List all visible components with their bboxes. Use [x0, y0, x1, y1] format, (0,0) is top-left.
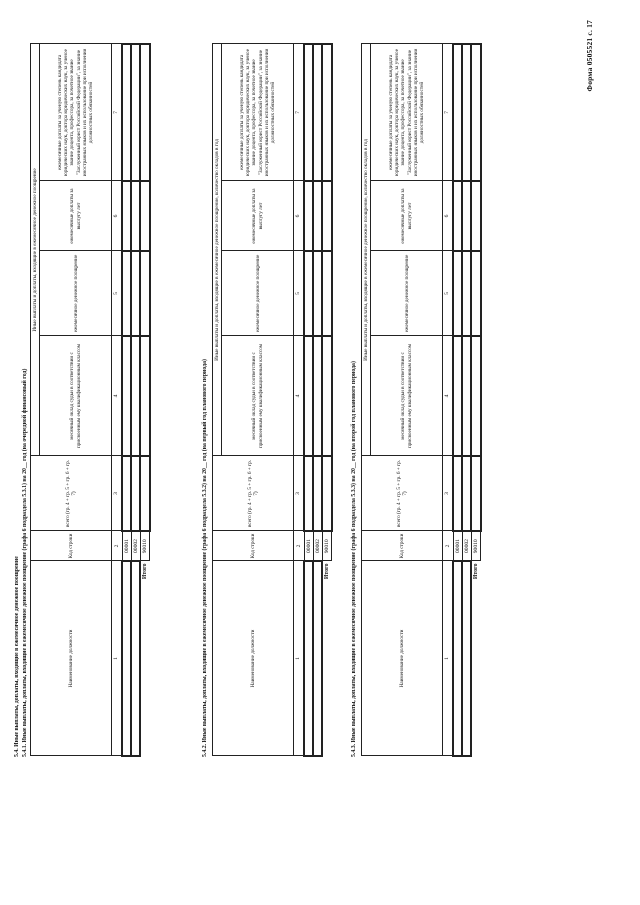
- col-seniority: ежемесячные доплаты за выслугу лет: [222, 181, 294, 251]
- cell-input[interactable]: [140, 456, 149, 531]
- total-row: [471, 44, 480, 756]
- cell-input[interactable]: [122, 456, 131, 531]
- col-total: всего (гр. 4 + гр. 5 + гр. 6 + гр. 7): [213, 456, 294, 531]
- cell-input[interactable]: [140, 181, 149, 251]
- cell-input[interactable]: [304, 336, 313, 456]
- total-code: 90010: [322, 531, 331, 561]
- col-num: 1: [443, 561, 454, 756]
- cell-input[interactable]: [131, 336, 140, 456]
- section-title: 5.4. Иные выплаты, доплаты, входящие в ежемесячное денежное поощрение: [14, 556, 20, 757]
- cell-input[interactable]: [304, 456, 313, 531]
- cell-input[interactable]: [122, 251, 131, 336]
- col-total: всего (гр. 4 + гр. 5 + гр. 6 + гр. 7): [362, 456, 443, 531]
- cell-input[interactable]: [453, 251, 462, 336]
- total-label: Итого: [324, 563, 331, 580]
- cell-input[interactable]: [122, 336, 131, 456]
- cell-input[interactable]: [471, 251, 480, 336]
- cell-input[interactable]: [313, 456, 322, 531]
- col-salary: месячный оклад судьи в соответствии с присвоенным ему квалификационным классом: [40, 336, 112, 456]
- col-num: 5: [443, 251, 454, 336]
- col-num: 4: [294, 336, 305, 456]
- table3-title: 5.4.3. Иные выплаты, доплаты, входящие в ежемесячное денежное поощрение (графа 6 подраздела 5.3.3) на 20__ год (на второй год планового периода): [351, 361, 357, 757]
- cell-input[interactable]: [304, 561, 313, 756]
- col-num: 5: [112, 251, 123, 336]
- table2: [212, 45, 333, 757]
- cell-input[interactable]: [462, 181, 471, 251]
- cell-input[interactable]: [471, 181, 480, 251]
- col-salary: месячный оклад судьи в соответствии с присвоенным ему квалификационным классом: [371, 336, 443, 456]
- cell-input[interactable]: [313, 251, 322, 336]
- row-code: 00002: [313, 531, 322, 561]
- row-code: 00002: [131, 531, 140, 561]
- col-row-code: Код строки: [362, 531, 443, 561]
- col-num: 6: [112, 181, 123, 251]
- col-num: 4: [443, 336, 454, 456]
- cell-input[interactable]: [131, 181, 140, 251]
- cell-input[interactable]: [122, 44, 131, 181]
- cell-input[interactable]: [462, 251, 471, 336]
- total-row: [140, 44, 149, 756]
- col-position-name: Наименование должности: [362, 561, 443, 756]
- table-row: [304, 44, 313, 756]
- cell-input[interactable]: [304, 44, 313, 181]
- cell-input[interactable]: [322, 336, 331, 456]
- table-row: [313, 44, 322, 756]
- form-id: Форма 0505521 с. 17: [585, 20, 594, 92]
- cell-input[interactable]: [453, 181, 462, 251]
- cell-input[interactable]: [453, 336, 462, 456]
- cell-input[interactable]: [122, 181, 131, 251]
- cell-input[interactable]: [471, 456, 480, 531]
- col-group: Иные выплаты и доплаты, входящие в ежемесячное денежное поощрение, количество окладов в год: [213, 44, 222, 456]
- col-salary: месячный оклад судьи в соответствии с присвоенным ему квалификационным классом: [222, 336, 294, 456]
- table2-title: 5.4.2. Иные выплаты, доплаты, входящие в ежемесячное денежное поощрение (графа 6 подраздела 5.3.2) на 20__ год (на первый год планового периода): [202, 359, 208, 757]
- row-code: 00001: [453, 531, 462, 561]
- col-num: 5: [294, 251, 305, 336]
- col-num: 3: [294, 456, 305, 531]
- cell-input[interactable]: [462, 44, 471, 181]
- col-group: Иные выплаты и доплаты, входящие в ежемесячное денежное поощрение, количество окладов в год: [362, 44, 371, 456]
- cell-input[interactable]: [131, 44, 140, 181]
- col-num: 2: [294, 531, 305, 561]
- col-monthly-bonus: ежемесячное денежное поощрение: [371, 251, 443, 336]
- cell-input[interactable]: [140, 44, 149, 181]
- cell-input[interactable]: [462, 456, 471, 531]
- cell-input[interactable]: [140, 336, 149, 456]
- cell-input[interactable]: [453, 456, 462, 531]
- col-monthly-bonus: ежемесячное денежное поощрение: [40, 251, 112, 336]
- cell-input[interactable]: [131, 561, 140, 756]
- col-num: 6: [443, 181, 454, 251]
- col-num: 4: [112, 336, 123, 456]
- row-code: 00001: [122, 531, 131, 561]
- cell-input[interactable]: [304, 251, 313, 336]
- col-num: 1: [112, 561, 123, 756]
- col-num: 7: [443, 44, 454, 181]
- col-num: 3: [443, 456, 454, 531]
- total-label: Итого: [473, 563, 480, 580]
- table-row: [122, 44, 131, 756]
- table-row: [453, 44, 462, 756]
- col-row-code: Код строки: [31, 531, 112, 561]
- cell-input[interactable]: [322, 251, 331, 336]
- cell-input[interactable]: [304, 181, 313, 251]
- col-num: 6: [294, 181, 305, 251]
- total-label: Итого: [142, 563, 149, 580]
- col-degree: ежемесячные доплаты за ученую степень кандидата юридических наук, доктора юридических наук, за ученое звание доцента, профессора, за почетное звание "Заслуженный юрист Российской Федерации", за знание иностранных языков и их использование при исполнении должностных обязанностей: [40, 44, 112, 181]
- col-num: 1: [294, 561, 305, 756]
- col-seniority: ежемесячные доплаты за выслугу лет: [371, 181, 443, 251]
- col-monthly-bonus: ежемесячное денежное поощрение: [222, 251, 294, 336]
- cell-input[interactable]: [322, 44, 331, 181]
- cell-input[interactable]: [140, 251, 149, 336]
- cell-input[interactable]: [131, 251, 140, 336]
- col-num: 7: [294, 44, 305, 181]
- col-total: всего (гр. 4 + гр. 5 + гр. 6 + гр. 7): [31, 456, 112, 531]
- col-num: 7: [112, 44, 123, 181]
- total-code: 90010: [140, 531, 149, 561]
- col-degree: ежемесячные доплаты за ученую степень кандидата юридических наук, доктора юридических наук, за ученое звание доцента, профессора, за почетное звание "Заслуженный юрист Российской Федерации", за знание иностранных языков и их использование при исполнении должностных обязанностей: [222, 44, 294, 181]
- cell-input[interactable]: [313, 181, 322, 251]
- col-group: Иные выплаты и доплаты, входящие в ежемесячное денежное поощрение: [31, 44, 40, 456]
- cell-input[interactable]: [313, 44, 322, 181]
- cell-input[interactable]: [313, 336, 322, 456]
- cell-input[interactable]: [313, 561, 322, 756]
- total-row: [322, 44, 331, 756]
- table1-title: 5.4.1. Иные выплаты, доплаты, входящие в ежемесячное денежное поощрение (графа 6 подраздела 5.3.1) на 20__ год (на очередной финансовый год): [22, 368, 28, 757]
- col-row-code: Код строки: [213, 531, 294, 561]
- table3: [361, 45, 482, 757]
- row-code: 00002: [462, 531, 471, 561]
- cell-input[interactable]: [131, 456, 140, 531]
- table-row: [131, 44, 140, 756]
- col-position-name: Наименование должности: [213, 561, 294, 756]
- cell-input[interactable]: [471, 44, 480, 181]
- total-code: 90010: [471, 531, 480, 561]
- cell-input[interactable]: [122, 561, 131, 756]
- cell-input[interactable]: [471, 336, 480, 456]
- table-row: [462, 44, 471, 756]
- cell-input[interactable]: [462, 336, 471, 456]
- col-degree: ежемесячные доплаты за ученую степень кандидата юридических наук, доктора юридических наук, за ученое звание доцента, профессора, за почетное звание "Заслуженный юрист Российской Федерации", за знание иностранных языков и их использование при исполнении должностных обязанностей: [371, 44, 443, 181]
- table1: [30, 45, 151, 757]
- cell-input[interactable]: [453, 561, 462, 756]
- col-num: 2: [443, 531, 454, 561]
- cell-input[interactable]: [462, 561, 471, 756]
- col-num: 3: [112, 456, 123, 531]
- col-position-name: Наименование должности: [31, 561, 112, 756]
- cell-input[interactable]: [322, 181, 331, 251]
- cell-input[interactable]: [322, 456, 331, 531]
- row-code: 00001: [304, 531, 313, 561]
- col-num: 2: [112, 531, 123, 561]
- cell-input[interactable]: [453, 44, 462, 181]
- col-seniority: ежемесячные доплаты за выслугу лет: [40, 181, 112, 251]
